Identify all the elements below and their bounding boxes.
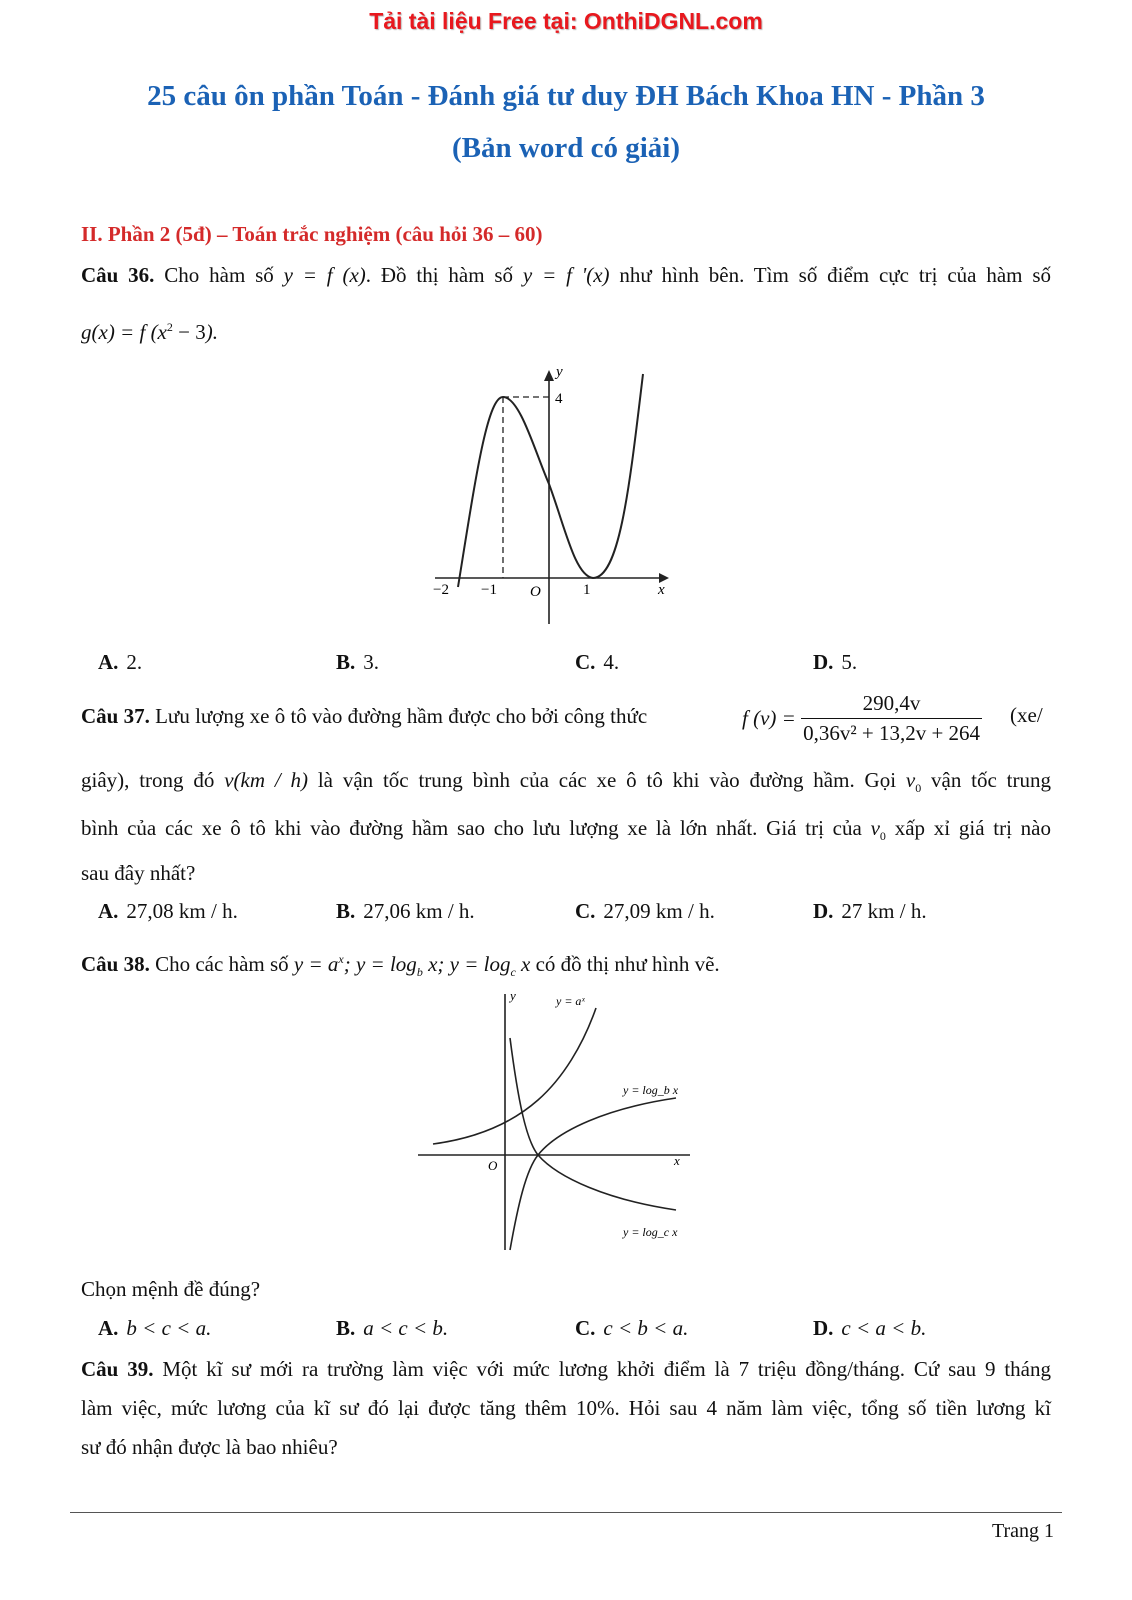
q37-v0: $v_0$ <box>905 768 922 796</box>
q37-line3: bình của các xe ô tô khi vào đường hầm sao cho lưu lượng xe là lớn nhất. Giá trị của $v_0$ xấp xỉ giá trị nào <box>81 816 1052 844</box>
q39-line1: Câu 39. Một kĩ sư mới ra trường làm việc với mức lương khởi điểm là 7 triệu đồng/tháng. Cứ sau 9 tháng <box>81 1357 1052 1381</box>
q36-text-a: Cho hàm số <box>164 263 274 287</box>
q38-option-d[interactable]: D. c < a < b. <box>813 1316 927 1340</box>
q36-graph <box>425 362 680 630</box>
q37-denominator: 0,36v² + 13,2v + 264 <box>803 721 981 745</box>
q36-y-arrow <box>544 370 554 381</box>
document-title: 25 câu ôn phần Toán - Đánh giá tư duy ĐH Bách Khoa HN - Phần 3 <box>147 80 985 112</box>
q37-option-b[interactable]: B. 27,06 km / h. <box>336 899 475 923</box>
footer-divider <box>70 1512 1062 1513</box>
q38-label: Câu 38. <box>81 952 150 976</box>
q36-label-x: x <box>658 582 665 598</box>
q38-option-b[interactable]: B. a < c < b. <box>336 1316 449 1340</box>
q37-line4: sau đây nhất? <box>81 861 196 885</box>
q36-label-minus2: −2 <box>433 582 449 598</box>
q36-text-c: như hình bên. Tìm số điểm cực trị của hàm số <box>619 263 1051 287</box>
q36-curve <box>458 374 643 587</box>
q37-v0-2: $v_0$ <box>870 816 886 844</box>
q36-label-y: y <box>556 364 563 380</box>
q38-label-exp: y = aˣ <box>556 994 585 1008</box>
q36-option-d[interactable]: D. 5. <box>813 650 858 674</box>
q37-option-a[interactable]: A. 27,08 km / h. <box>98 899 238 923</box>
q38-label-logb: y = log_b x <box>623 1083 679 1097</box>
q36-option-a[interactable]: A. 2. <box>98 650 143 674</box>
q36-text-b: . Đồ thị hàm số <box>365 263 514 287</box>
q38-option-c[interactable]: C. c < b < a. <box>575 1316 689 1340</box>
q37-text-a: Lưu lượng xe ô tô vào đường hầm được cho bởi công thức <box>155 704 648 728</box>
q36-formula-fprime: y = f '(x) <box>522 263 610 287</box>
q37-speed-var: v(km / h) <box>224 768 309 792</box>
q38-text: Câu 38. Cho các hàm số $y = a^x$; $y = \log_b x$; $y = \log_c x$ có đồ thị như hình vẽ. <box>81 952 720 980</box>
q36-text <box>81 262 1051 288</box>
q38-graph <box>418 990 708 1265</box>
q36-label: Câu 36. <box>81 263 155 287</box>
q37-option-d[interactable]: D. 27 km / h. <box>813 899 927 923</box>
q39-line2: làm việc, mức lương của kĩ sư đó lại được tăng thêm 10%. Hỏi sau 4 năm làm việc, tổng số tiền lương kĩ <box>81 1396 1051 1420</box>
q38-option-a[interactable]: A. b < c < a. <box>98 1316 212 1340</box>
q36-option-c[interactable]: C. 4. <box>575 650 620 674</box>
q38-curve-exp <box>433 1008 596 1144</box>
q37-formula: f (v) = $\frac{290,4v}{\text{0,36v² + 13,2v + 264}}$ <box>742 691 981 745</box>
q37-label: Câu 37. <box>81 704 150 728</box>
q36-label-minus1: −1 <box>481 582 497 598</box>
q38-functions: $y = a^x$; $y = \log_b x$; $y = \log_c x$ <box>293 952 531 980</box>
page-number: Trang 1 <box>991 1520 1054 1542</box>
q36-label-4: 4 <box>555 391 563 407</box>
q37-numerator: 290,4v <box>801 691 982 719</box>
q39-line3: sư đó nhận được là bao nhiêu? <box>81 1435 338 1459</box>
q37-unit: (xe/ <box>1010 703 1043 727</box>
q37-option-c[interactable]: C. 27,09 km / h. <box>575 899 715 923</box>
q38-prompt: Chọn mệnh đề đúng? <box>81 1277 261 1301</box>
q38-label-origin: O <box>488 1158 498 1173</box>
q36-label-origin: O <box>530 584 541 600</box>
q38-label-logc: y = log_c x <box>623 1225 678 1239</box>
document-subtitle: (Bản word có giải) <box>452 132 680 164</box>
q39-label: Câu 39. <box>81 1357 154 1381</box>
q38-label-y: y <box>510 990 516 1003</box>
q37-line2: giây), trong đó v(km / h) là vận tốc trung bình của các xe ô tô khi vào đường hầm. Gọi $v_0$ vận tốc trung <box>81 768 1051 796</box>
q36-formula-g: g(x) = f $(x^2 - 3)$. <box>81 320 218 344</box>
section-heading: II. Phần 2 (5đ) – Toán trắc nghiệm (câu hỏi 36 – 60) <box>81 222 543 246</box>
q37-text <box>81 703 741 729</box>
q36-option-b[interactable]: B. 3. <box>336 650 380 674</box>
q38-label-x: x <box>674 1153 680 1168</box>
source-banner[interactable]: Tải tài liệu Free tại: OnthiDGNL.com <box>369 8 763 34</box>
q36-label-1: 1 <box>583 582 591 598</box>
q36-formula-f: y = f (x) <box>283 263 366 287</box>
